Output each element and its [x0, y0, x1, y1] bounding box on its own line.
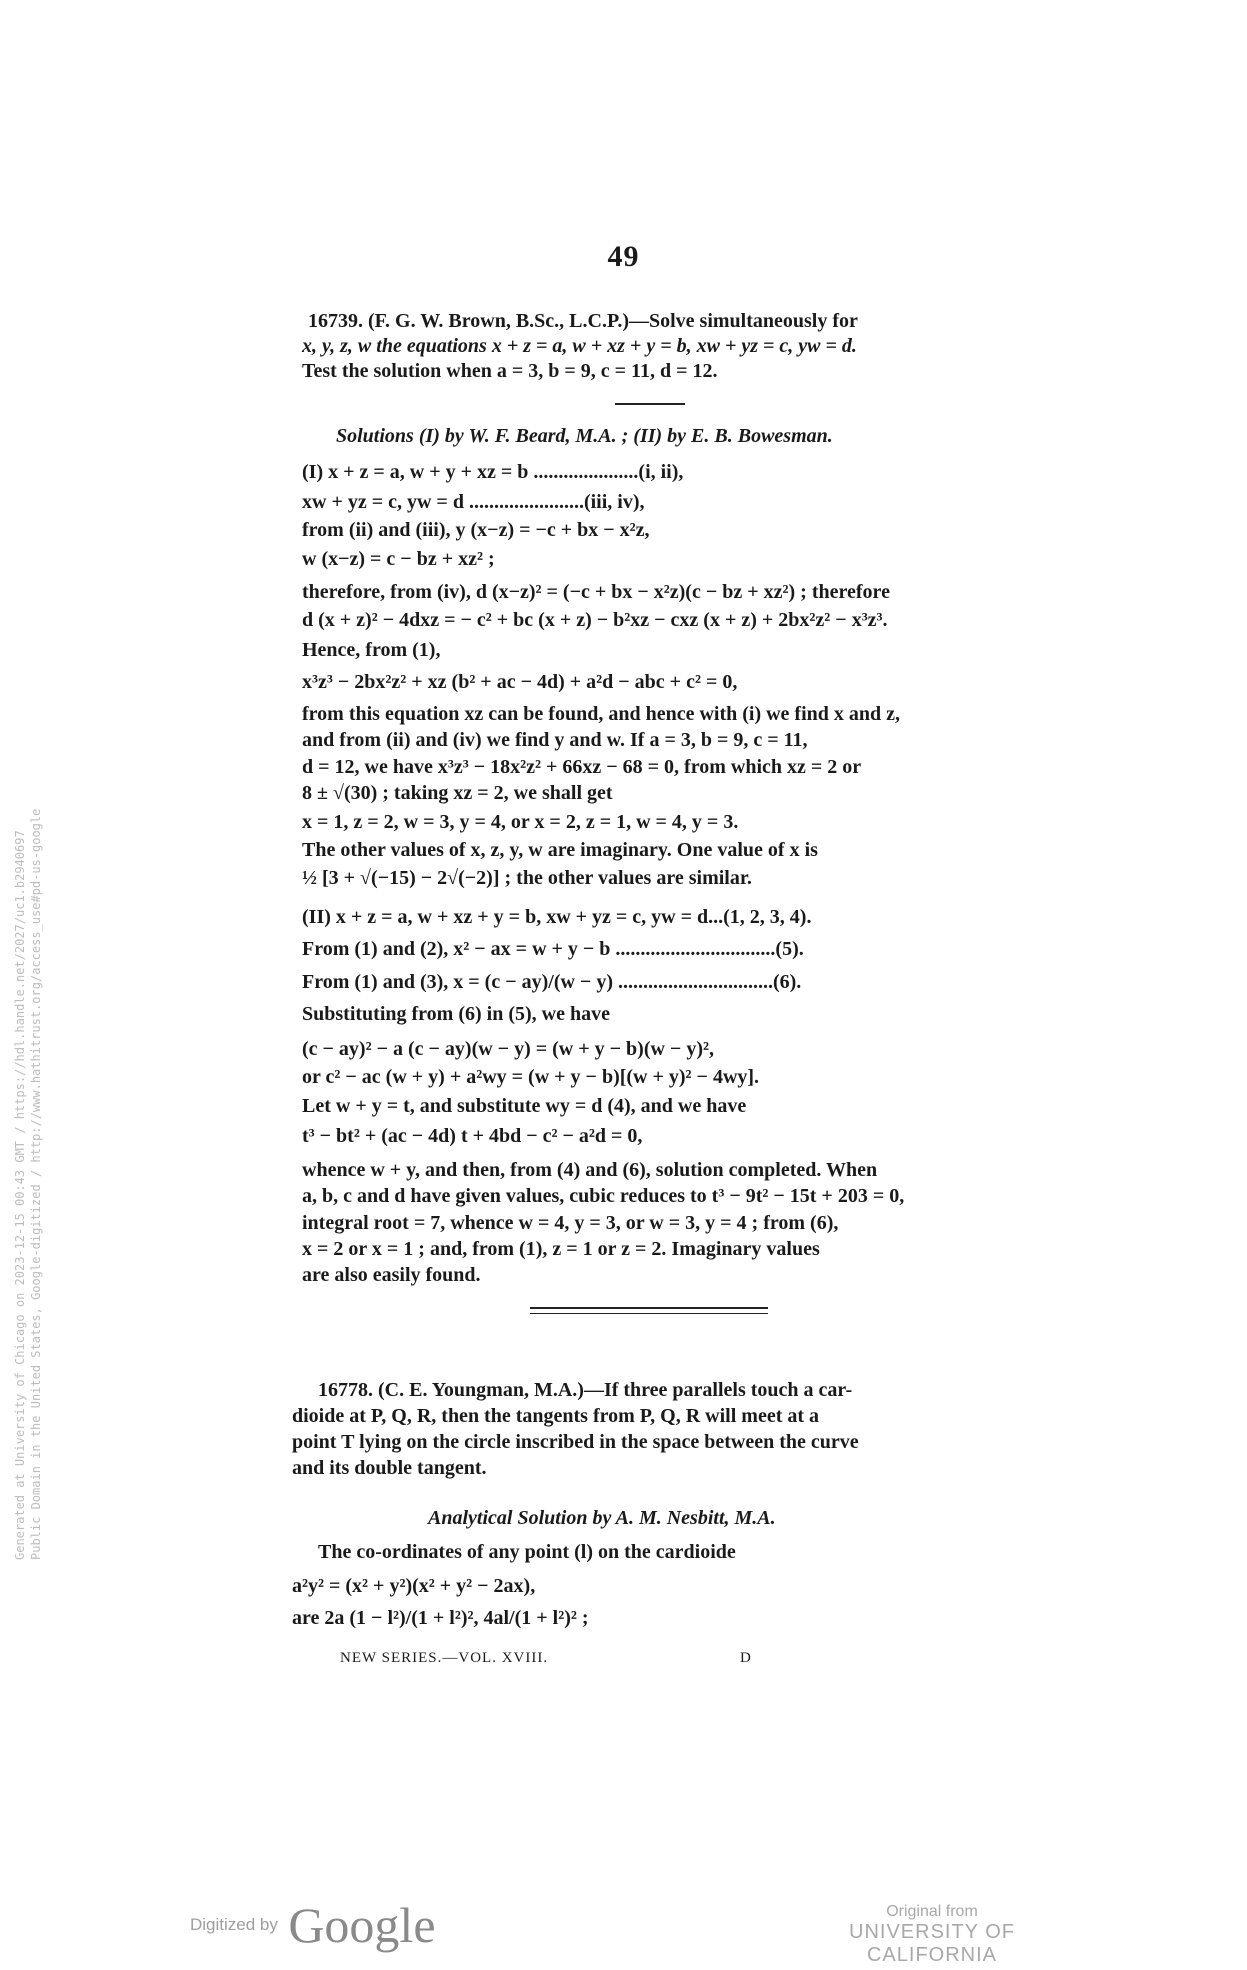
problem2-line-3: point T lying on the circle inscribed in the space between the curve [292, 1431, 859, 1453]
double-rule-top [530, 1307, 768, 1309]
solution-line: Substituting from (6) in (5), we have [302, 1003, 610, 1025]
solution-line: t³ − bt² + (ac − 4d) t + 4bd − c² − a²d = 0, [302, 1125, 643, 1147]
hathitrust-sidebar [12, 809, 44, 1560]
solution-line: Hence, from (1), [302, 639, 441, 661]
signature-mark: D [740, 1650, 751, 1666]
solution-line: d = 12, we have x³z³ − 18x²z² + 66xz − 68 = 0, from which xz = 2 or [302, 756, 862, 778]
digitized-by-google [190, 1896, 436, 1954]
solution-line: From (1) and (2), x² − ax = w + y − b ................................(5). [302, 938, 804, 960]
short-rule [615, 403, 685, 405]
solution-line: are also easily found. [302, 1264, 481, 1286]
solution-line: The other values of x, z, y, w are imaginary. One value of x is [302, 839, 818, 861]
problem2-solution-heading: Analytical Solution by A. M. Nesbitt, M.A. [428, 1507, 776, 1529]
problem1-line-3: Test the solution when a = 3, b = 9, c = 11, d = 12. [302, 360, 718, 382]
problem2-body-line: a²y² = (x² + y²)(x² + y² − 2ax), [292, 1575, 536, 1597]
problem2-body-line: are 2a (1 − l²)/(1 + l²)², 4al/(1 + l²)² ; [292, 1607, 589, 1629]
sidebar-line-1: Generated at University of Chicago on 2023-12-15 00:43 GMT / https://hdl.handle.net/2027/uc1.b2940697 [13, 830, 27, 1560]
solution-line: from (ii) and (iii), y (x−z) = −c + bx − x²z, [302, 519, 650, 541]
series-footer: NEW SERIES.—VOL. XVIII. [340, 1650, 549, 1666]
solution-line: from this equation xz can be found, and hence with (i) we find x and z, [302, 703, 901, 725]
solution-line: whence w + y, and then, from (4) and (6), solution completed. When [302, 1159, 878, 1181]
google-logo: Google [288, 1897, 436, 1953]
sidebar-line-2: Public Domain in the United States, Google-digitized / http://www.hathitrust.org/access_use#pd-us-google [29, 808, 43, 1560]
problem2-body-line: The co-ordinates of any point (l) on the cardioide [318, 1541, 736, 1563]
problem1-line-2: x, y, z, w the equations x + z = a, w + xz + y = b, xw + yz = c, yw = d. [302, 335, 857, 357]
solutions-heading: Solutions (I) by W. F. Beard, M.A. ; (II) by E. B. Bowesman. [336, 425, 833, 447]
solution-line: and from (ii) and (iv) we find y and w. If a = 3, b = 9, c = 11, [302, 729, 808, 751]
problem2-line-4: and its double tangent. [292, 1457, 487, 1479]
university-label: UNIVERSITY OF CALIFORNIA [849, 1921, 1015, 1966]
page-number: 49 [607, 240, 640, 273]
double-rule-bottom [530, 1313, 768, 1314]
solution-line: x³z³ − 2bx²z² + xz (b² + ac − 4d) + a²d − abc + c² = 0, [302, 671, 738, 693]
original-from-block [782, 1903, 1082, 1967]
solution-line: (c − ay)² − a (c − ay)(w − y) = (w + y − b)(w − y)², [302, 1038, 714, 1060]
solution-line: x = 2 or x = 1 ; and, from (1), z = 1 or z = 2. Imaginary values [302, 1238, 820, 1260]
solution-line: xw + yz = c, yw = d .......................(iii, iv), [302, 491, 645, 513]
problem1-line-1: 16739. (F. G. W. Brown, B.Sc., L.C.P.)—Solve simultaneously for [308, 310, 858, 332]
solution-line: d (x + z)² − 4dxz = − c² + bc (x + z) − b²xz − cxz (x + z) + 2bx²z² − x³z³. [302, 609, 888, 631]
solution-line: or c² − ac (w + y) + a²wy = (w + y − b)[(w + y)² − 4wy]. [302, 1066, 760, 1088]
solution-line: From (1) and (3), x = (c − ay)/(w − y) ...............................(6). [302, 971, 802, 993]
solution-line: x = 1, z = 2, w = 3, y = 4, or x = 2, z = 1, w = 4, y = 3. [302, 811, 739, 833]
solution-line: w (x−z) = c − bz + xz² ; [302, 548, 495, 570]
solution-line: (II) x + z = a, w + xz + y = b, xw + yz = c, yw = d...(1, 2, 3, 4). [302, 906, 812, 928]
solution-line: therefore, from (iv), d (x−z)² = (−c + bx − x²z)(c − bz + xz²) ; therefore [302, 581, 890, 603]
solution-line: 8 ± √(30) ; taking xz = 2, we shall get [302, 782, 613, 804]
solution-line: integral root = 7, whence w = 4, y = 3, or w = 3, y = 4 ; from (6), [302, 1212, 839, 1234]
solution-line: a, b, c and d have given values, cubic reduces to t³ − 9t² − 15t + 203 = 0, [302, 1185, 905, 1207]
problem2-line-1: 16778. (C. E. Youngman, M.A.)—If three parallels touch a car- [318, 1379, 853, 1401]
solution-line: (I) x + z = a, w + y + xz = b .....................(i, ii), [302, 461, 684, 483]
solution-line: ½ [3 + √(−15) − 2√(−2)] ; the other values are similar. [302, 867, 752, 889]
original-from-label: Original from [886, 1903, 978, 1920]
digitized-by-label: Digitized by [190, 1915, 278, 1934]
problem2-line-2: dioide at P, Q, R, then the tangents from P, Q, R will meet at a [292, 1405, 820, 1427]
solution-line: Let w + y = t, and substitute wy = d (4), and we have [302, 1095, 747, 1117]
